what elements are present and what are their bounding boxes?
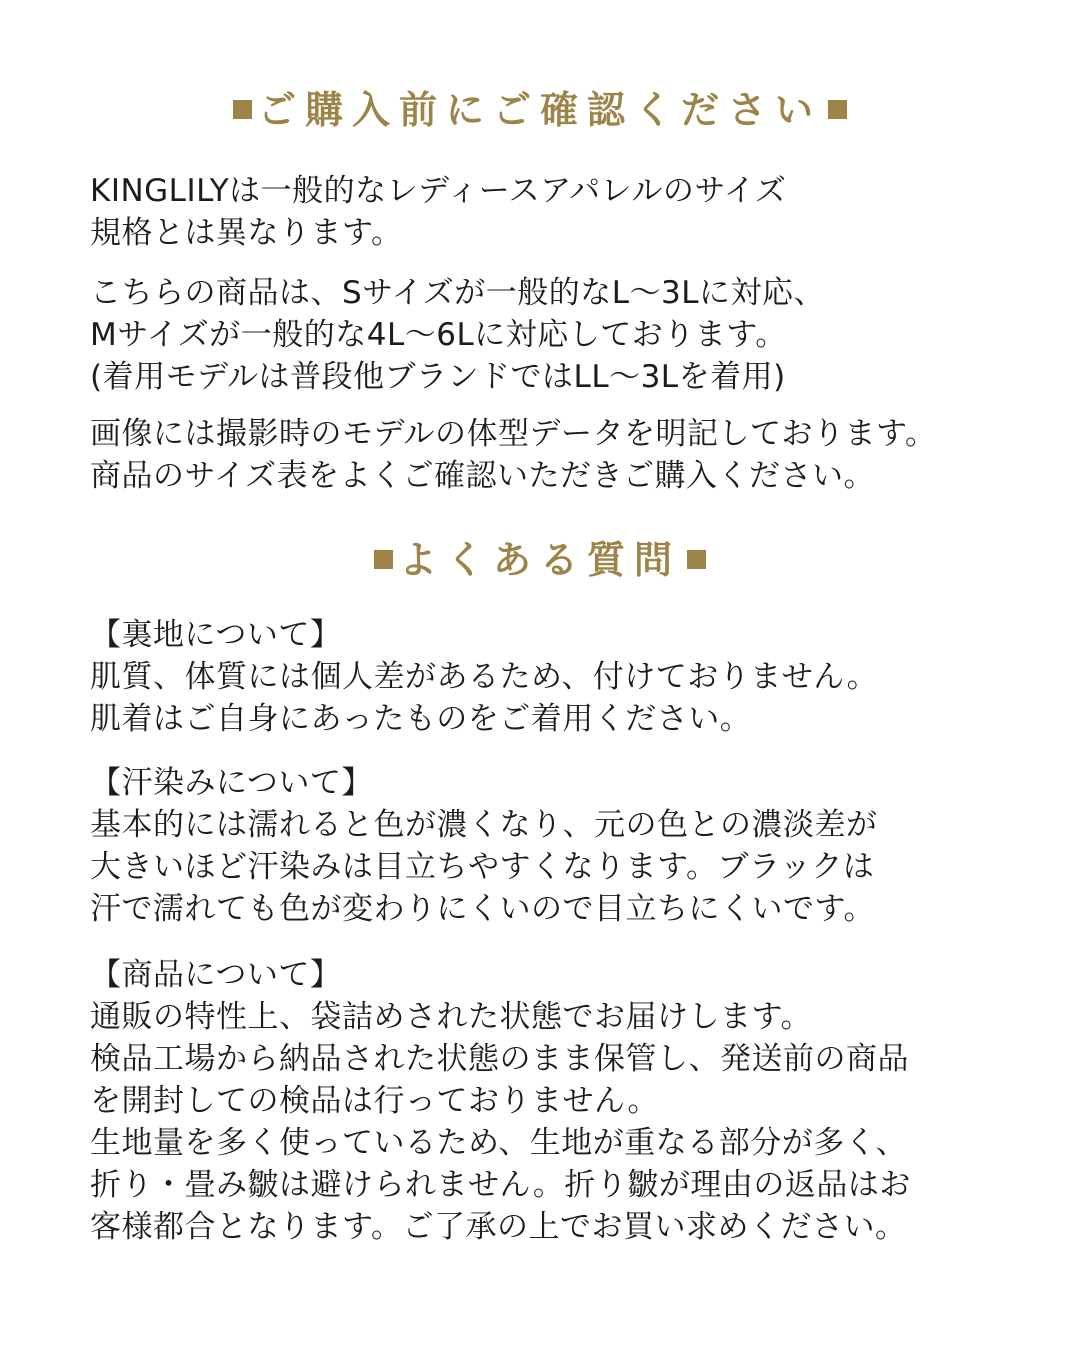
faq-item-title: 【裏地について】: [90, 617, 342, 653]
text-line: 汗で濡れても色が変わりにくいので目立ちにくいです。: [90, 891, 876, 927]
text-line: を開封しての検品は行っておりません。: [90, 1083, 659, 1119]
text-line: 商品のサイズ表をよくご確認いただきご購入ください。: [90, 458, 876, 494]
faq-item-title: 【商品について】: [90, 957, 342, 993]
text-line: 規格とは異なります。: [90, 215, 403, 251]
text-line: 客様都合となります。ご了承の上でお買い求めください。: [90, 1209, 907, 1245]
text-line: (着用モデルは普段他ブランドではLL〜3Lを着用): [90, 359, 786, 395]
square-bullet-icon: [374, 550, 393, 569]
confirm-heading-text: ご購入前にご確認ください: [257, 88, 822, 132]
square-bullet-icon: [828, 100, 847, 119]
faq-item-product: [90, 954, 1050, 1248]
text-line: 肌質、体質には個人差があるため、付けておりません。: [90, 659, 879, 695]
text-line: 通販の特性上、袋詰めされた状態でお届けします。: [90, 999, 813, 1035]
square-bullet-icon: [687, 550, 706, 569]
faq-heading-text: よくある質問: [398, 538, 681, 582]
faq-item-sweat-stains: [90, 762, 1050, 930]
text-line: 生地量を多く使っているため、生地が重なる部分が多く、: [90, 1125, 908, 1161]
confirm-heading: [0, 86, 1080, 134]
text-line: 検品工場から納品された状態のまま保管し、発送前の商品: [90, 1041, 909, 1077]
text-line: 肌着はご自身にあったものをご着用ください。: [90, 701, 752, 737]
square-bullet-icon: [233, 100, 252, 119]
text-line: 折り・畳み皺は避けられません。折り皺が理由の返品はお: [90, 1167, 911, 1203]
text-line: 基本的には濡れると色が濃くなり、元の色との濃淡差が: [90, 807, 878, 843]
text-line: こちらの商品は、Sサイズが一般的なL〜3Lに対応、: [90, 275, 825, 311]
faq-item-title: 【汗染みについて】: [90, 765, 373, 801]
faq-heading: [0, 536, 1080, 584]
confirm-paragraph-3: [90, 413, 1050, 497]
confirm-paragraph-2: [90, 272, 1050, 398]
text-line: Mサイズが一般的な4L〜6Lに対応しております。: [90, 317, 787, 353]
confirm-paragraph-1: [90, 170, 1050, 254]
text-line: 画像には撮影時のモデルの体型データを明記しております。: [90, 416, 937, 452]
text-line: KINGLILYは一般的なレディースアパレルのサイズ: [90, 173, 787, 209]
text-line: 大きいほど汗染みは目立ちやすくなります。ブラックは: [90, 849, 875, 885]
faq-item-lining: [90, 614, 1050, 740]
